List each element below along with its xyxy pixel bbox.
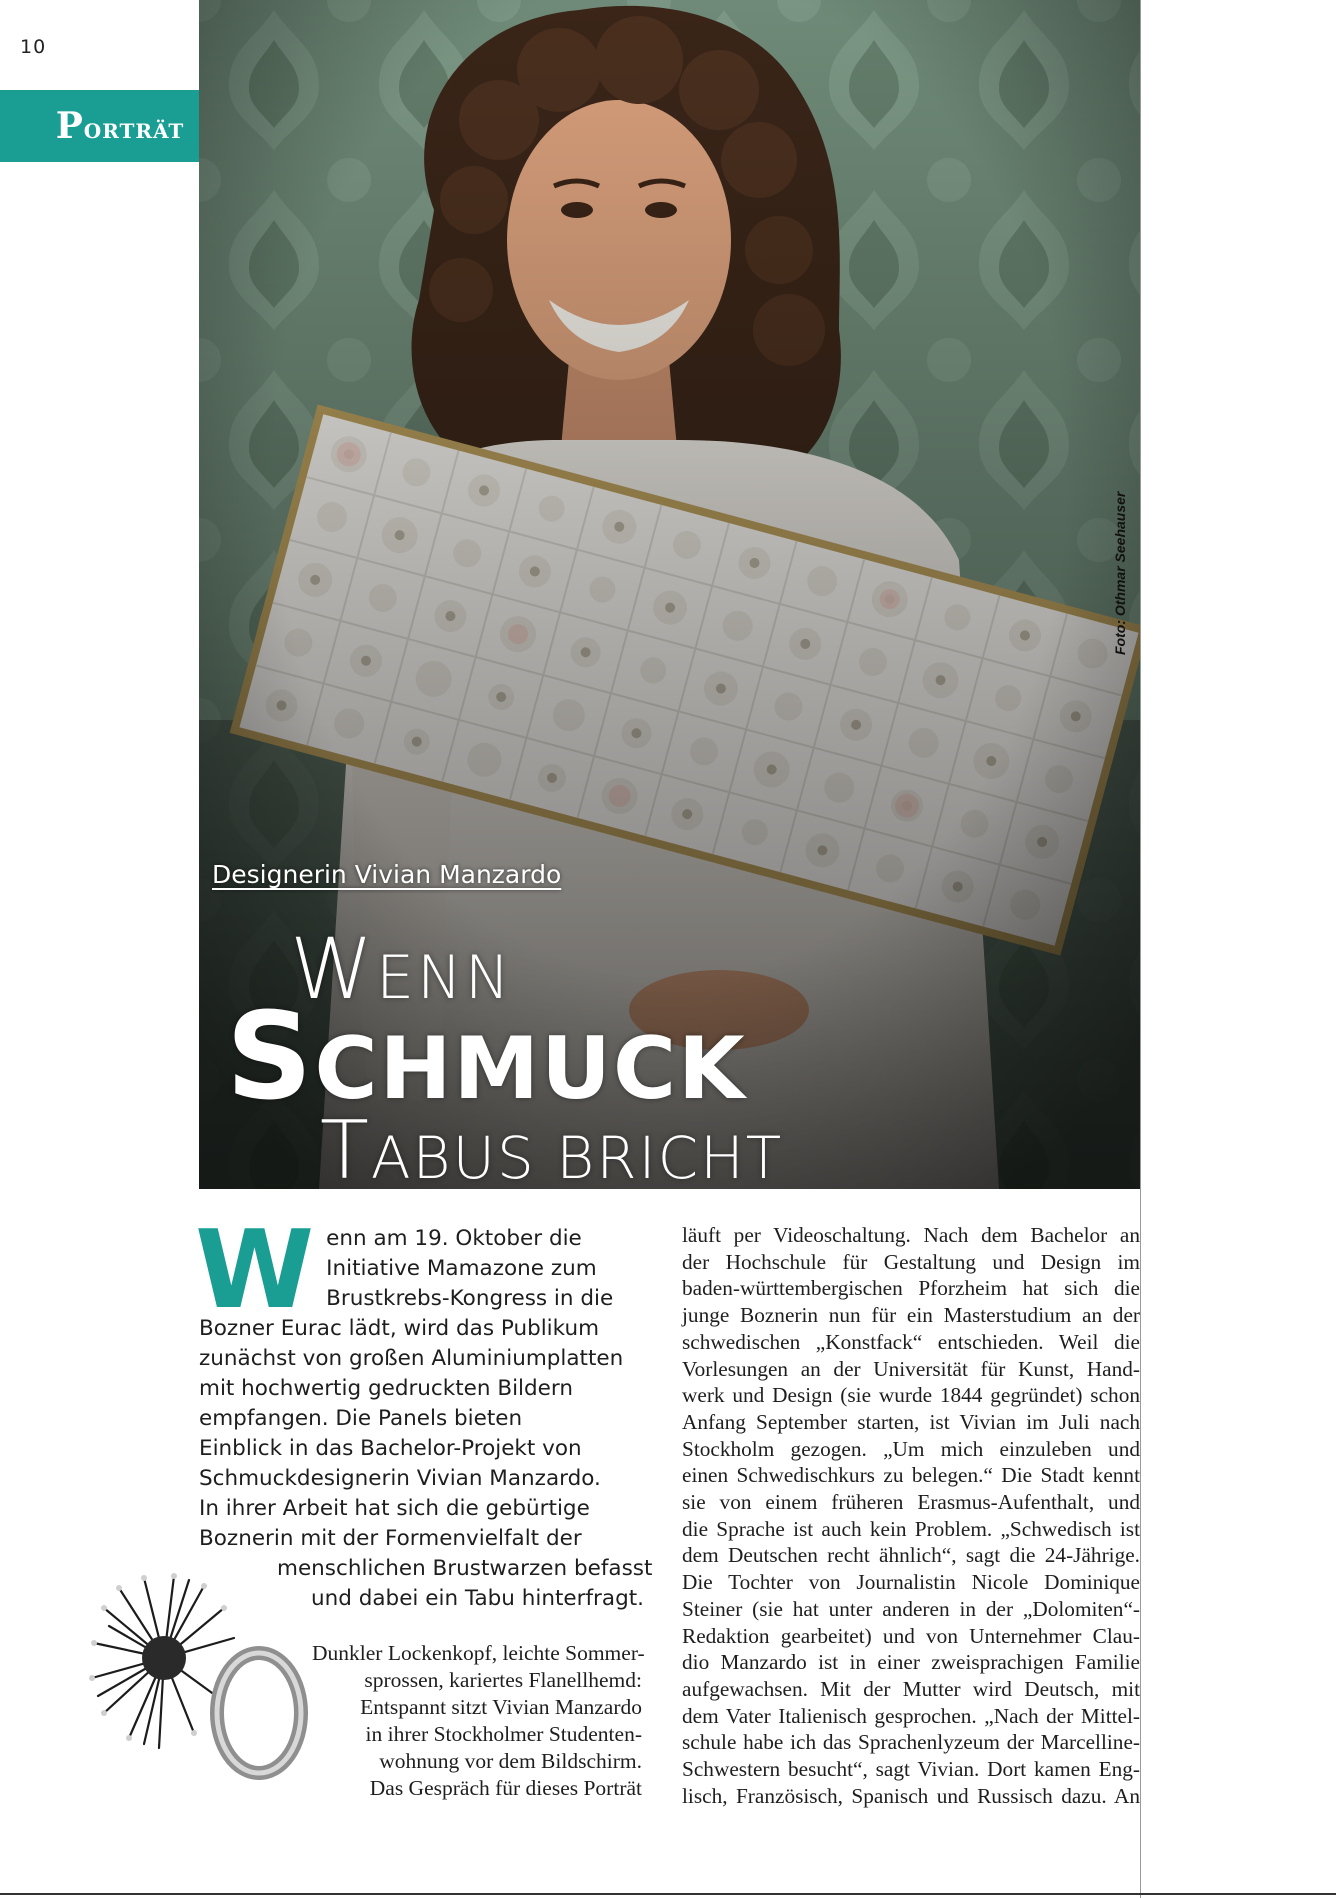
lead-line: menschlichen Brustwarzen befasst (277, 1556, 653, 1581)
headline-line-1-cap: W (290, 920, 377, 1018)
lead-line: enn am 19. Oktober die (326, 1226, 582, 1251)
lead-line: Initiative Mamazone zum (326, 1256, 597, 1281)
body-line: dem Vater Italienisch gesprochen. „Nach der Mittel- (682, 1703, 1140, 1728)
body-line: Redaktion gearbeitet) und von Unternehmer Clau- (682, 1623, 1140, 1648)
lead-paragraph (195, 1208, 653, 1614)
photo-credit: Foto: Othmar Seehauser (1112, 491, 1128, 655)
body-line: läuft per Videoschaltung. Nach dem Bachelor an (682, 1223, 1140, 1247)
headline-line-3-cap: T (320, 1104, 371, 1197)
body-line: Dunkler Lockenkopf, leichte Sommer- (312, 1641, 645, 1665)
body-line: der Hochschule für Gestaltung und Design im (682, 1249, 1140, 1274)
drop-cap: W (195, 1208, 315, 1333)
body-line: Anfang September starten, ist Vivian im Juli nach (682, 1409, 1140, 1434)
body-line: lisch, Französisch, Spanisch und Russisch dazu. An (682, 1783, 1140, 1808)
body-line: Schwestern besucht“, sagt Vivian. Dort kamen Eng- (682, 1757, 1140, 1782)
page-number: 10 (20, 36, 47, 58)
lead-line: Einblick in das Bachelor-Projekt von (199, 1436, 582, 1461)
headline-line-2-rest: CHMUCK (314, 1019, 747, 1119)
body-line: Entspannt sitzt Vivian Manzardo (360, 1695, 642, 1719)
body-line: Die Tochter von Journalistin Nicole Dominique (682, 1570, 1140, 1595)
body-column-1 (312, 1640, 645, 1802)
headline-line-1-rest: ENN (376, 943, 513, 1013)
page-edge-rule (1140, 0, 1141, 1898)
body-line: einen Schwedischkurs zu belegen.“ Die Stadt kennt (682, 1463, 1140, 1488)
lead-line: Bozner Eurac lädt, wird das Publikum (199, 1316, 600, 1341)
lead-line: Boznerin mit der Formenvielfalt der (199, 1526, 582, 1551)
bottom-rule (0, 1893, 1336, 1895)
body-line: Steiner (sie hat unter anderen in der „Dolomiten“- (682, 1596, 1140, 1621)
body-line: baden-württembergischen Pforzheim hat sich die (682, 1276, 1140, 1301)
headline-line-3-rest: ABUS BRICHT (370, 1124, 784, 1192)
headline-line-2-cap: S (226, 988, 315, 1127)
body-line: Das Gespräch für dieses Porträt (369, 1776, 642, 1800)
body-column-2 (682, 1222, 1140, 1809)
body-line: aufgewachsen. Mit der Mutter wird Deutsch, mit (682, 1676, 1140, 1701)
body-line: sie von einem früheren Erasmus-Aufenthalt, und (682, 1490, 1140, 1515)
lead-line: und dabei ein Tabu hinterfragt. (311, 1586, 644, 1611)
body-line: die Sprache ist auch kein Problem. „Schwedisch ist (682, 1516, 1140, 1541)
lead-line: mit hochwertig gedruckten Bildern (199, 1376, 573, 1401)
headline-line-3 (320, 1104, 783, 1197)
lead-line: Schmuckdesignerin Vivian Manzardo. (199, 1466, 601, 1491)
body-line: Vorlesungen an der Universität für Kunst, Hand- (682, 1356, 1140, 1381)
lead-line: zunächst von großen Aluminiumplatten (199, 1346, 624, 1371)
body-line: dem Deutschen recht ähnlich“, sagt die 24-Jährige. (682, 1543, 1140, 1568)
body-line: schule habe ich das Sprachenlyzeum der Marcelline- (682, 1730, 1140, 1755)
body-line: in ihrer Stockholmer Studenten- (365, 1722, 642, 1746)
body-line: dio Manzardo ist in einer zweisprachigen Familie (682, 1650, 1140, 1675)
body-line: wohnung vor dem Bildschirm. (379, 1749, 642, 1773)
body-line: werk und Design (sie wurde 1844 gegründet) schon (682, 1383, 1140, 1408)
body-line: junge Boznerin nun für ein Masterstudium an der (682, 1303, 1140, 1328)
lead-line: Brustkrebs-Kongress in die (326, 1286, 614, 1311)
photo-caption: Designerin Vivian Manzardo (212, 860, 562, 889)
ring-image (84, 1568, 314, 1788)
lead-line: empfangen. Die Panels bieten (199, 1406, 523, 1431)
body-line: sprossen, kariertes Flanellhemd: (364, 1668, 642, 1692)
lead-line: In ihrer Arbeit hat sich die gebürtige (199, 1496, 590, 1521)
section-tag-label: Porträt (55, 105, 185, 147)
body-line: Stockholm gezogen. „Um mich einzuleben und (682, 1436, 1140, 1461)
body-line: schwedischen „Konstfack“ entschieden. Weil die (682, 1329, 1140, 1354)
